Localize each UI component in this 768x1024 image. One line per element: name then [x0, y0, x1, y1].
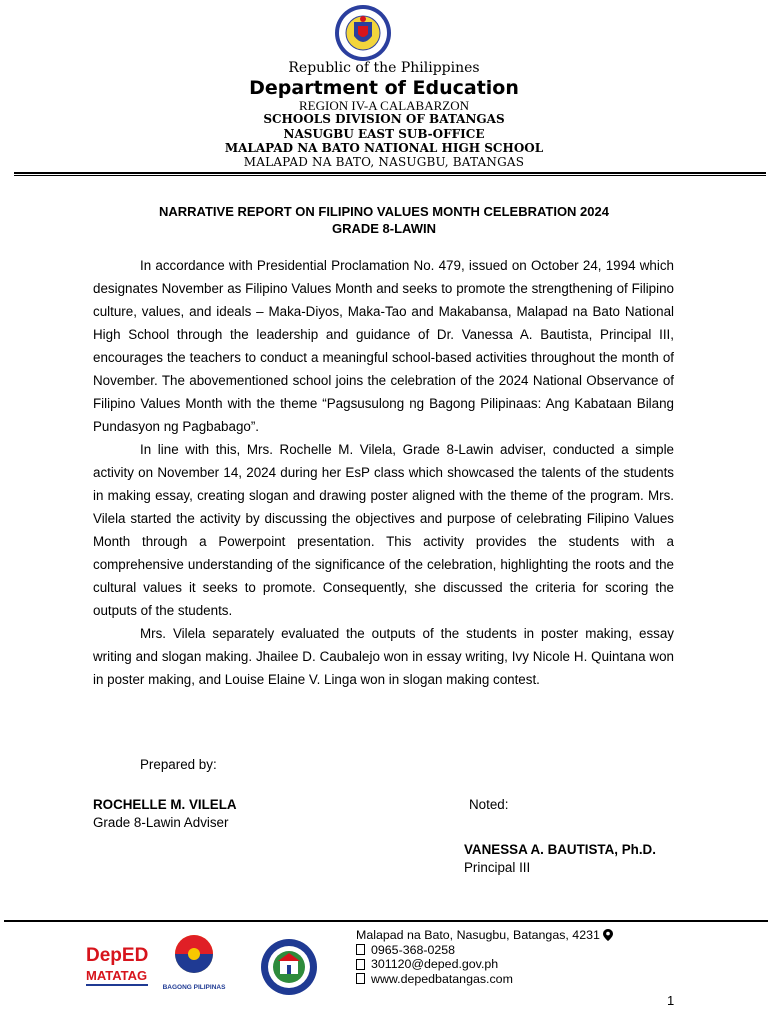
contact-phone-row	[356, 943, 613, 958]
republic-heading: Republic of the Philippines	[288, 60, 480, 76]
suboffice-heading: NASUGBU EAST SUB-OFFICE	[283, 127, 485, 141]
deped-matatag-logo	[84, 939, 154, 991]
footer-divider	[4, 920, 768, 922]
school-seal-logo	[254, 938, 324, 996]
noted-label: Noted:	[469, 797, 509, 812]
division-heading: SCHOOLS DIVISION OF BATANGAS	[263, 112, 505, 126]
contact-address-row	[356, 928, 613, 943]
contact-website-row	[356, 972, 613, 987]
report-paragraph-3: Mrs. Vilela separately evaluated the outputs of the students in poster making, essay writing and slogan making. Jhailee D. Caubalejo won in essay writing, Ivy Nicole H. Quintana won in poster making, and Louise Elaine V. Linga won in slogan making contest.	[93, 626, 674, 687]
prepared-by-label: Prepared by:	[140, 757, 217, 772]
contact-website[interactable]: www.depedbatangas.com	[371, 971, 513, 986]
location-pin-icon	[603, 929, 613, 941]
department-heading: Department of Education	[249, 77, 519, 99]
preparer-role: Grade 8-Lawin Adviser	[93, 815, 229, 830]
page-number: 1	[667, 993, 675, 1008]
globe-icon	[356, 973, 365, 984]
contact-email-row	[356, 957, 613, 972]
email-icon	[356, 959, 365, 970]
header-divider	[14, 172, 766, 174]
contact-phone: 0965-368-0258	[371, 942, 456, 957]
report-title: NARRATIVE REPORT ON FILIPINO VALUES MONTH CELEBRATION 2024	[159, 204, 609, 219]
region-heading: REGION IV-A CALABARZON	[299, 98, 469, 113]
header-divider-thin	[14, 175, 766, 176]
school-address-heading: MALAPAD NA BATO, NASUGBU, BATANGAS	[243, 155, 525, 169]
report-body	[93, 254, 674, 691]
contact-address: Malapad na Bato, Nasugbu, Batangas, 4231	[356, 928, 600, 942]
school-heading: MALAPAD NA BATO NATIONAL HIGH SCHOOL	[224, 141, 544, 155]
report-subtitle: GRADE 8-LAWIN	[332, 221, 436, 236]
principal-name: VANESSA A. BAUTISTA, Ph.D.	[464, 842, 656, 857]
footer-contact	[356, 928, 613, 986]
svg-text:DepED: DepED	[86, 945, 149, 966]
report-paragraph-2: In line with this, Mrs. Rochelle M. Vilela, Grade 8-Lawin adviser, conducted a simple activity on November 14, 2024 during her EsP class which showcased the talents of the students in making essay, creating slogan and drawing poster aligned with the theme of the program. Mrs. Vilela started the activity by discussing the objectives and purpose of celebrating Filipino Values Month through a Powerpoint presentation. This activity provides the students with a comprehensive understanding of the significance of the celebration, highlighting the roots and the cultural values it seeks to promote. Consequently, she discussed the criteria for scoring the outputs of the students.	[93, 442, 674, 618]
svg-text:MATATAG: MATATAG	[86, 968, 148, 983]
preparer-name: ROCHELLE M. VILELA	[93, 797, 237, 812]
deped-seal-logo	[328, 4, 398, 62]
phone-icon	[356, 944, 365, 955]
bagong-pilipinas-logo	[160, 932, 228, 992]
report-paragraph-1: In accordance with Presidential Proclamation No. 479, issued on October 24, 1994 which designates November as Filipino Values Month and seeks to promote the strengthening of Filipino culture, values, and ideals – Maka-Diyos, Maka-Tao and Makabansa, Malapad na Bato National High School through the leadership and guidance of Dr. Vanessa A. Bautista, Principal III, encourages the teachers to conduct a meaningful school-based activities throughout the month of November. The abovementioned school joins the celebration of the 2024 National Observance of Filipino Values Month with the theme “Pagsusulong ng Bagong Pilipinaas: Ang Kabataan Bilang Pundasyon ng Pagbabago”.	[93, 258, 674, 434]
svg-text:BAGONG PILIPINAS: BAGONG PILIPINAS	[162, 984, 226, 991]
contact-email[interactable]: 301120@deped.gov.ph	[371, 957, 499, 971]
principal-role: Principal III	[464, 860, 531, 875]
